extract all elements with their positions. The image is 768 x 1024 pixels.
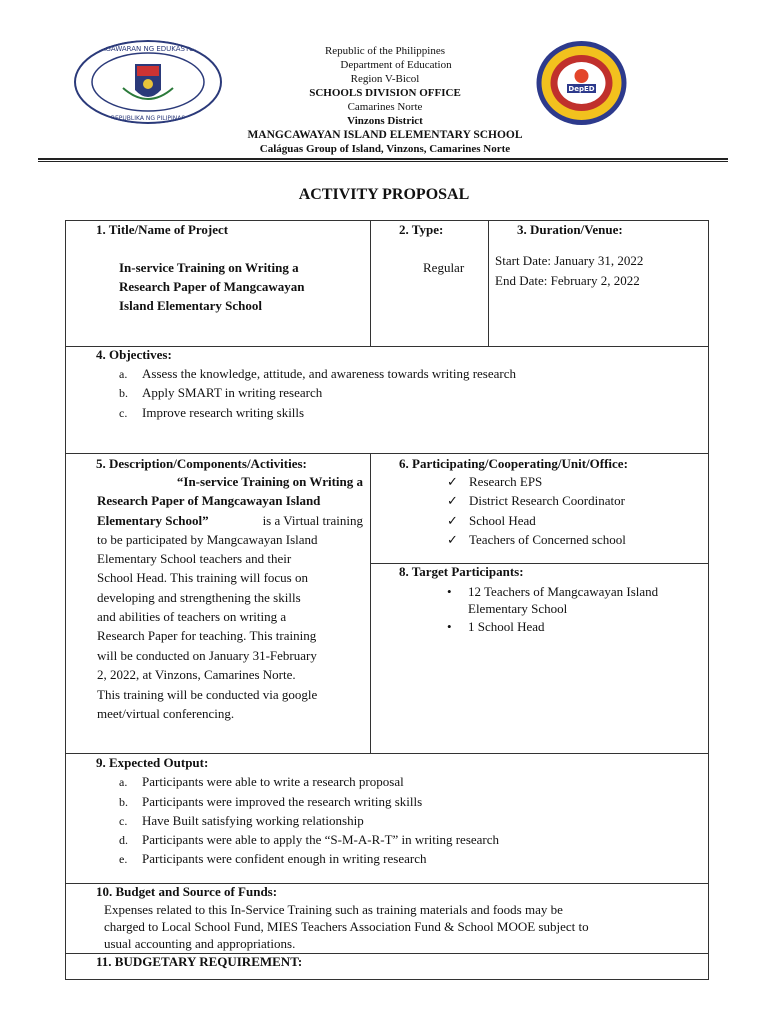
- description-line: 2, 2022, at Vinzons, Camarines Norte.: [97, 667, 296, 682]
- target-participant-item: Elementary School: [468, 601, 568, 616]
- checkmark-icon: ✓: [447, 513, 458, 528]
- section-6-heading: 6. Participating/Cooperating/Unit/Office:: [399, 456, 628, 471]
- project-title-line-3: Island Elementary School: [119, 298, 263, 313]
- section-2-heading: 2. Type:: [399, 222, 444, 237]
- output-item: Have Built satisfying working relationship: [142, 813, 364, 828]
- participant-office-item: Teachers of Concerned school: [469, 532, 626, 547]
- checkmark-icon: ✓: [447, 474, 458, 489]
- output-marker: d.: [119, 833, 128, 847]
- section-9-heading: 9. Expected Output:: [96, 755, 209, 770]
- section-1-heading: 1. Title/Name of Project: [96, 222, 229, 237]
- type-value: Regular: [423, 260, 465, 275]
- header-address: Caláguas Group of Island, Vinzons, Camarines Norte: [259, 143, 511, 155]
- output-item: Participants were confident enough in writing research: [142, 851, 427, 866]
- project-title-line-1: In-service Training on Writing a: [119, 260, 299, 275]
- header-division: SCHOOLS DIVISION OFFICE: [309, 87, 461, 99]
- description-line: Elementary School teachers and their: [97, 551, 292, 566]
- output-marker: a.: [119, 775, 128, 789]
- objective-item: Improve research writing skills: [142, 405, 305, 420]
- output-item: Participants were able to write a research proposal: [142, 774, 404, 789]
- document-title: ACTIVITY PROPOSAL: [298, 186, 470, 203]
- output-item: Participants were able to apply the “S-M-A-R-T” in writing research: [142, 832, 500, 847]
- objective-marker: c.: [119, 406, 128, 420]
- bullet-icon: •: [447, 619, 452, 634]
- participant-office-item: Research EPS: [469, 474, 543, 489]
- header-department: Department of Education: [340, 59, 452, 71]
- objective-marker: a.: [119, 367, 128, 381]
- section-5-heading: 5. Description/Components/Activities:: [96, 456, 307, 471]
- target-participant-item: 12 Teachers of Mangcawayan Island: [468, 584, 659, 599]
- section-11-heading: 11. BUDGETARY REQUIREMENT:: [96, 954, 303, 969]
- description-line: is a Virtual training: [262, 513, 363, 528]
- description-line: meet/virtual conferencing.: [97, 706, 235, 721]
- end-date: End Date: February 2, 2022: [495, 273, 640, 288]
- start-date: Start Date: January 31, 2022: [495, 253, 644, 268]
- header-region: Region V-Bicol: [350, 73, 420, 85]
- header-rule-thin: [38, 161, 728, 162]
- output-marker: c.: [119, 814, 128, 828]
- header-province: Camarines Norte: [347, 101, 423, 113]
- description-bold-line-2: Research Paper of Mangcawayan Island: [97, 493, 321, 508]
- description-line: developing and strengthening the skills: [97, 590, 301, 605]
- checkmark-icon: ✓: [447, 493, 458, 508]
- header-republic: Republic of the Philippines: [324, 45, 446, 57]
- description-bold-line-3: Elementary School”: [97, 513, 209, 528]
- budget-text-line: charged to Local School Fund, MIES Teachers Association Fund & School MOOE subject to: [104, 919, 589, 934]
- header-school: MANGCAWAYAN ISLAND ELEMENTARY SCHOOL: [247, 129, 523, 141]
- objective-item: Apply SMART in writing research: [142, 385, 323, 400]
- output-marker: e.: [119, 852, 128, 866]
- objective-marker: b.: [119, 386, 128, 400]
- participant-office-item: School Head: [469, 513, 536, 528]
- budget-text-line: Expenses related to this In-Service Training such as training materials and foods may be: [104, 902, 563, 917]
- output-marker: b.: [119, 795, 128, 809]
- target-participant-item: 1 School Head: [468, 619, 545, 634]
- description-line: to be participated by Mangcawayan Island: [97, 532, 318, 547]
- right-seal-center-text: DepED: [568, 85, 595, 93]
- section-4-heading: 4. Objectives:: [96, 347, 172, 362]
- objective-item: Assess the knowledge, attitude, and awareness towards writing research: [142, 366, 516, 381]
- section-10-heading: 10. Budget and Source of Funds:: [96, 884, 278, 899]
- description-bold-line-1: “In-service Training on Writing a: [176, 474, 363, 489]
- participant-office-item: District Research Coordinator: [469, 493, 625, 508]
- description-line: and abilities of teachers on writing a: [97, 609, 287, 624]
- project-title-line-2: Research Paper of Mangcawayan: [119, 279, 305, 294]
- section-8-heading: 8. Target Participants:: [399, 564, 524, 579]
- budget-text-line: usual accounting and appropriations.: [104, 936, 296, 951]
- letterhead: [200, 44, 570, 156]
- left-seal-top-text: KAGAWARAN NG EDUKASYON: [96, 45, 200, 53]
- description-line: This training will be conducted via google: [97, 687, 318, 702]
- description-line: will be conducted on January 31-February: [97, 648, 317, 663]
- description-line: School Head. This training will focus on: [97, 570, 308, 585]
- bullet-icon: •: [447, 584, 452, 599]
- header-rule: [38, 158, 728, 160]
- left-seal-bottom-text: REPUBLIKA NG PILIPINAS: [110, 115, 186, 122]
- section-2-box: [370, 220, 489, 347]
- description-line: Research Paper for teaching. This training: [97, 628, 317, 643]
- header-district: Vinzons District: [347, 115, 423, 127]
- section-3-heading: 3. Duration/Venue:: [517, 222, 623, 237]
- output-item: Participants were improved the research writing skills: [142, 794, 423, 809]
- checkmark-icon: ✓: [447, 532, 458, 547]
